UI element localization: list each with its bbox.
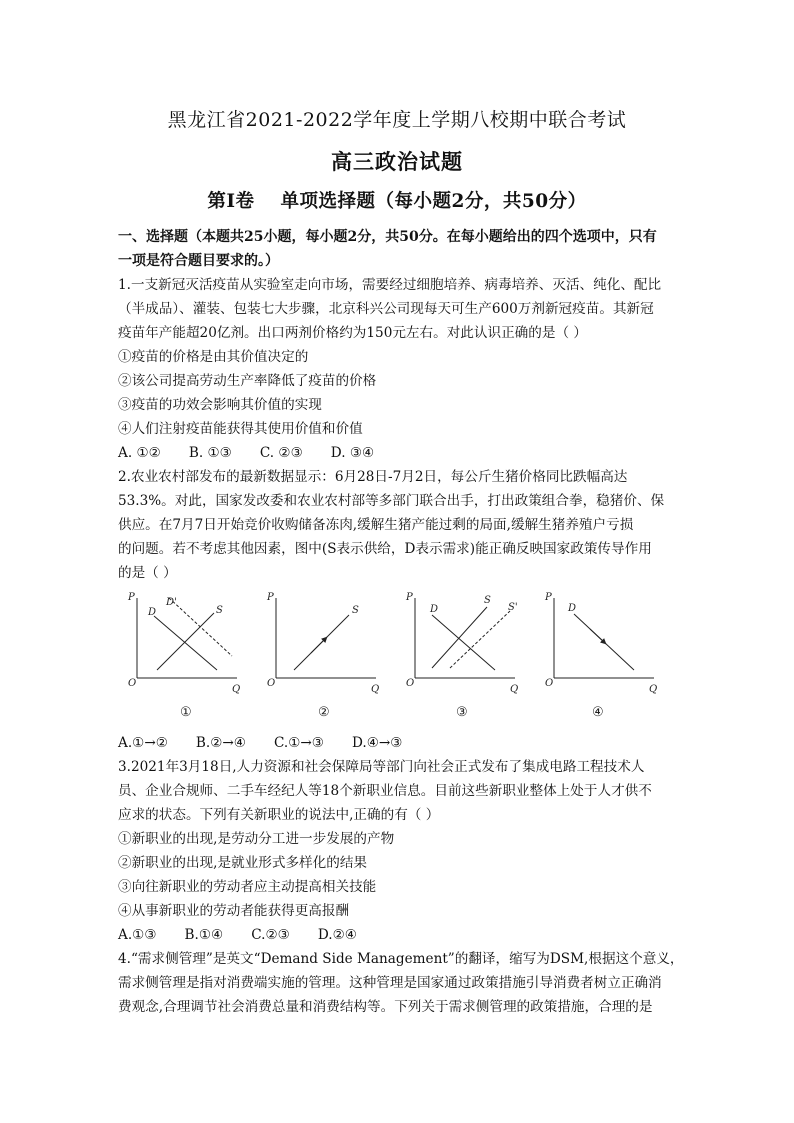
label-d-prime: D' bbox=[166, 597, 177, 608]
question-3-stem: 员、企业合规师、二手车经纪人等18个新职业信息。目前这些新职业整体上处于人才供不 bbox=[118, 783, 652, 799]
graph-caption: ② bbox=[318, 705, 330, 720]
question-3-stem: 3.2021年3月18日,人力资源和社会保障局等部门向社会正式发布了集成电路工程技术人 bbox=[118, 759, 645, 775]
question-2-stem: 53.3%。对此，国家发改委和农业农村部等多部门联合出手，打出政策组合拳，稳猪价、保 bbox=[118, 493, 665, 509]
label-s-prime: S' bbox=[508, 602, 518, 613]
question-2-options bbox=[118, 734, 686, 752]
graph-caption: ③ bbox=[456, 705, 468, 720]
graph-caption: ① bbox=[180, 705, 192, 720]
label-s: S bbox=[484, 595, 491, 606]
question-3-options bbox=[118, 926, 686, 944]
origin-label: O bbox=[545, 678, 554, 689]
option-b: B.②→④ bbox=[195, 735, 246, 751]
question-3-stem: 应求的状态。下列有关新职业的说法中,正确的有（ ） bbox=[118, 807, 440, 823]
question-4-stem: 费观念,合理调节社会消费总量和消费结构等。下列关于需求侧管理的政策措施，合理的是 bbox=[118, 999, 653, 1015]
axis-q-label: Q bbox=[510, 684, 519, 695]
option-c: C. ②③ bbox=[259, 445, 303, 461]
axis-q-label: Q bbox=[649, 684, 658, 695]
option-c: C.①→③ bbox=[273, 735, 324, 751]
question-1-statement: ②该公司提高劳动生产率降低了疫苗的价格 bbox=[118, 373, 377, 389]
option-b: B.①④ bbox=[184, 927, 224, 943]
shift-arrow bbox=[311, 637, 327, 653]
demand-curve-d bbox=[154, 616, 217, 670]
question-2-stem: 2.农业农村部发布的最新数据显示：6月28日-7月2日，每公斤生猪价格同比跌幅高达 bbox=[118, 469, 628, 485]
supply-demand-graphs bbox=[112, 588, 672, 748]
section-label: 第Ⅰ卷 bbox=[207, 191, 255, 212]
axis-p-label: P bbox=[128, 592, 135, 603]
question-4-stem: 需求侧管理是指对消费端实施的管理。这种管理是国家通过政策措施引导消费者树立正确消 bbox=[118, 975, 662, 991]
question-1-stem: 疫苗年产能超20亿剂。出口两剂价格约为150元左右。对此认识正确的是（ ） bbox=[118, 325, 587, 341]
question-1-statement: ①疫苗的价格是由其价值决定的 bbox=[118, 349, 309, 365]
label-d: D bbox=[148, 607, 157, 618]
shift-arrow bbox=[590, 629, 606, 644]
axis-p-label: P bbox=[267, 592, 274, 603]
supply-curve-s bbox=[157, 613, 214, 670]
question-4-stem: 4.“需求侧管理”是英文“Demand Side Management”的翻译，缩写为DSM,根据这个意义， bbox=[118, 951, 684, 967]
label-s: S bbox=[216, 605, 223, 616]
question-3-statement: ①新职业的出现,是劳动分工进一步发展的产物 bbox=[118, 831, 395, 847]
label-s: S bbox=[352, 605, 359, 616]
graph-4 bbox=[544, 592, 657, 720]
paper-title: 高三政治试题 bbox=[331, 149, 463, 174]
origin-label: O bbox=[406, 678, 415, 689]
axis-q-label: Q bbox=[371, 684, 380, 695]
graph-1 bbox=[127, 592, 240, 720]
question-1-stem: 1.一支新冠灭活疫苗从实验室走向市场，需要经过细胞培养、病毒培养、灭活、纯化、配比 bbox=[118, 277, 662, 293]
option-a: A.①③ bbox=[118, 927, 157, 943]
question-2-stem: 供应。在7月7日开始竞价收购储备冻肉,缓解生猪产能过剩的局面,缓解生猪养殖户亏损 bbox=[118, 517, 634, 533]
graph-caption: ④ bbox=[592, 705, 604, 720]
option-d: D. ③④ bbox=[330, 445, 375, 461]
question-1-statement: ③疫苗的功效会影响其价值的实现 bbox=[118, 397, 322, 413]
question-3-statement: ④从事新职业的劳动者能获得更高报酬 bbox=[118, 903, 350, 919]
question-1-options bbox=[118, 444, 686, 462]
option-b: B. ①③ bbox=[188, 445, 232, 461]
demand-curve-d bbox=[432, 615, 495, 670]
question-2-stem: 的问题。若不考虑其他因素，图中(S表示供给，D表示需求)能正确反映国家政策传导作用 bbox=[118, 541, 652, 557]
label-d: D bbox=[430, 604, 439, 615]
axis-p-label: P bbox=[545, 592, 552, 603]
section-heading bbox=[0, 187, 794, 213]
exam-title: 黑龙江省2021-2022学年度上学期八校期中联合考试 bbox=[167, 109, 627, 131]
label-d: D bbox=[568, 603, 577, 614]
graph-3 bbox=[405, 592, 518, 720]
axis-q-label: Q bbox=[232, 684, 241, 695]
question-3-statement: ②新职业的出现,是就业形式多样化的结果 bbox=[118, 855, 368, 871]
supply-curve-s bbox=[432, 607, 487, 668]
section-description: 单项选择题（每小题2分，共50分） bbox=[280, 191, 587, 212]
graph-2 bbox=[266, 592, 379, 720]
option-d: D.②④ bbox=[317, 927, 357, 943]
origin-label: O bbox=[128, 678, 137, 689]
question-3-statement: ③向往新职业的劳动者应主动提高相关技能 bbox=[118, 879, 377, 895]
question-2-stem: 的是（ ） bbox=[118, 565, 177, 581]
option-d: D.④→③ bbox=[352, 735, 403, 751]
axis-p-label: P bbox=[406, 592, 413, 603]
part-intro-line: 一项是符合题目要求的。） bbox=[118, 253, 279, 269]
option-a: A. ①② bbox=[118, 445, 161, 461]
question-1-stem: （半成品）、灌装、包装七大步骤，北京科兴公司现每天可生产600万剂新冠疫苗。其新冠 bbox=[118, 301, 654, 317]
part-intro-line: 一、选择题（本题共25小题，每小题2分，共50分。在每小题给出的四个选项中，只有 bbox=[118, 229, 657, 245]
question-1-statement: ④人们注射疫苗能获得其使用价值和价值 bbox=[118, 421, 363, 437]
supply-curve-s-prime bbox=[450, 611, 510, 668]
option-a: A.①→② bbox=[118, 735, 168, 751]
option-c: C.②③ bbox=[251, 927, 290, 943]
origin-label: O bbox=[267, 678, 276, 689]
